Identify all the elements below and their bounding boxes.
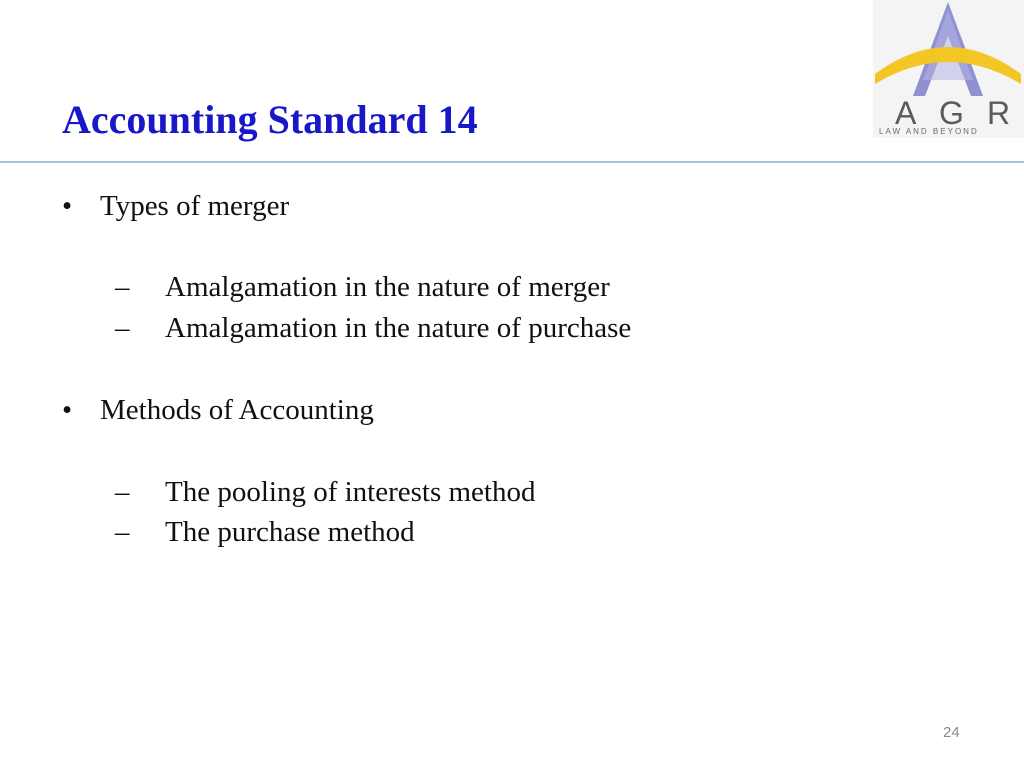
- bullet-text: Methods of Accounting: [100, 394, 374, 426]
- agr-logo: [873, 0, 1024, 138]
- sub-bullet-item: [115, 476, 955, 512]
- sub-bullet-item: [115, 271, 955, 307]
- sub-bullet-text: Amalgamation in the nature of merger: [165, 271, 610, 303]
- bullet-text: Types of merger: [100, 190, 290, 222]
- bullet-item: [62, 190, 962, 226]
- dash-mark: –: [115, 516, 130, 548]
- dash-mark: –: [115, 271, 130, 303]
- bullet-mark: •: [62, 394, 73, 426]
- logo-letter-a: A: [895, 95, 917, 131]
- logo-tagline: LAW AND BEYOND: [879, 127, 979, 136]
- bullet-item: [62, 394, 962, 430]
- slide-title: Accounting Standard 14: [62, 97, 478, 142]
- dash-mark: –: [115, 476, 130, 508]
- sub-bullet-text: Amalgamation in the nature of purchase: [165, 312, 632, 344]
- sub-bullet-text: The purchase method: [165, 516, 415, 548]
- page-number: 24: [943, 724, 960, 741]
- bullet-mark: •: [62, 190, 73, 222]
- sub-bullet-item: [115, 516, 955, 552]
- logo-letter-r: R: [987, 95, 1011, 131]
- sub-bullet-text: The pooling of interests method: [165, 476, 536, 508]
- sub-bullet-item: [115, 312, 955, 348]
- agr-logo-graphic: [873, 0, 1024, 138]
- dash-mark: –: [115, 312, 130, 344]
- logo-letter-g: G: [939, 95, 964, 131]
- title-divider: [0, 161, 1024, 163]
